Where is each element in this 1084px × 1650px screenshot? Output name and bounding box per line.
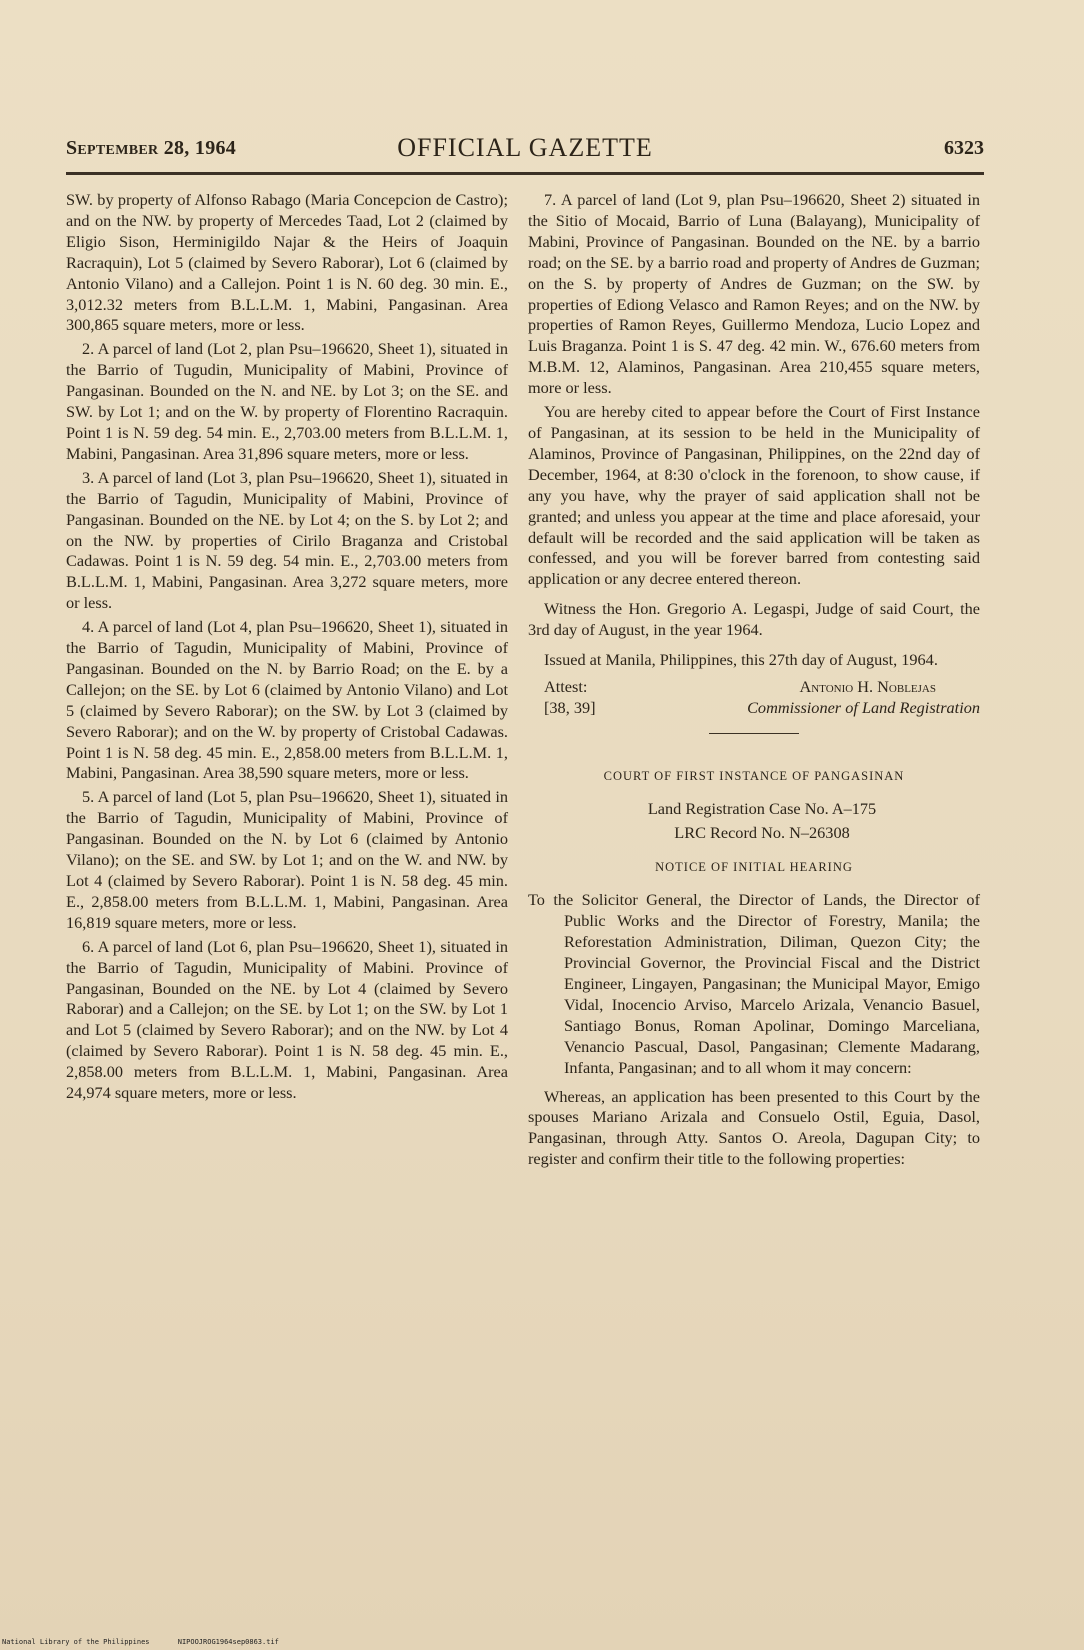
notice-heading: NOTICE OF INITIAL HEARING (655, 860, 853, 875)
attest-label: Attest: (544, 676, 588, 696)
lot-5-paragraph: 5. A parcel of land (Lot 5, plan Psu–196620, Sheet 1), situated in the Barrio of Tagudin, Municipality of Mabini, Province of Pangasinan. Bounded on the N. by Lot 6 (claimed by Antonio Vilano); on the SE. and SW. by Lot 1; and on the W. and NW. by Lot 4 (claimed by Severo Raborar). Point 1 is N. 58 deg. 45 min. E., 2,858.00 meters from B.L.L.M. 1, Mabini, Pangasinan. Area 16,819 square meters, more or less. (66, 787, 508, 932)
lot-9-paragraph: 7. A parcel of land (Lot 9, plan Psu–196620, Sheet 2) situated in the Sitio of Mocaid, Barrio of Luna (Balayang), Municipality of Mabini, Province of Pangasinan. Bounded on the NE. by a barrio road; on the SE. by a barrio road and property of Andres de Guzman; on the S. by property of Andres de Guzman; on the SW. by properties of Ediong Velasco and Ramon Reyes; and on the NW. by properties of Ramon Reyes, Guillermo Mendoza, Lucio Lopez and Luis Braganza. Point 1 is S. 47 deg. 42 min. W., 676.60 meters from M.B.M. 12, Alaminos, Pangasinan. Area 210,455 square meters, more or less. (528, 190, 980, 398)
left-column (66, 190, 508, 1107)
attest-title: Commissioner of Land Registration (747, 697, 980, 717)
lot-2-paragraph: 2. A parcel of land (Lot 2, plan Psu–196620, Sheet 1), situated in the Barrio of Tugudin, Municipality of Mabini, Province of Pangasinan. Bounded on the N. and NE. by Lot 3; on the SE. and SW. by Lot 1; and on the W. by property of Florentino Racraquin. Point 1 is N. 59 deg. 54 min. E., 2,703.00 meters from B.L.L.M. 1, Mabini, Pangasinan. Area 31,896 square meters, more or less. (66, 339, 508, 463)
section-divider (709, 733, 799, 734)
lot-3-paragraph: 3. A parcel of land (Lot 3, plan Psu–196620, Sheet 1), situated in the Barrio of Tagudin, Municipality of Mabini, Province of Pangasinan. Bounded on the NE. by Lot 4; on the S. by Lot 2; and on the NW. by properties of Cirilo Braganza and Cristobal Cadawas. Point 1 is N. 59 deg. 54 min. E., 2,703.00 meters from B.L.L.M. 1, Mabini, Pangasinan. Area 3,272 square meters, more or less. (66, 467, 508, 613)
left-paragraph: SW. by property of Alfonso Rabago (Maria Concepcion de Castro); and on the NW. by property of Mercedes Taad, Lot 2 (claimed by Eligio Sison, Herminigildo Najar & the Heirs of Joaquin Racraquin), Lot 5 (claimed by Severo Raborar), Lot 6 (claimed by Antonio Vilano) and a Callejon. Point 1 is N. 60 deg. 30 min. E., 3,012.32 meters from B.L.L.M. 1, Mabini, Pangasinan. Area 300,865 square meters, more or less. (66, 190, 508, 335)
header-date: September 28, 1964 (66, 137, 237, 159)
addressees-paragraph: To the Solicitor General, the Director of Lands, the Director of Public Works and the Director of Forestry, Manila; the Reforestation Administration, Diliman, Quezon City; the Provincial Governor, the Provincial Fiscal and the District Engineer, Lingayen, Pangasinan; the Municipal Mayor, Emigo Vidal, Inocencio Arviso, Marcelo Arizala, Venancio Basuel, Santiago Bonus, Roman Apolinar, Domingo Marceliana, Venancio Pascual, Dasol, Pangasinan; Clemente Madarang, Infanta, Pangasinan; and to all whom it may concern: (528, 890, 980, 1077)
whereas-paragraph: Whereas, an application has been presented to this Court by the spouses Mariano Arizala and Consuelo Ostil, Eguia, Dasol, Pangasinan, through Atty. Santos O. Areola, Dagupan City; to register and confirm their title to the following properties: (528, 1086, 980, 1169)
citation-paragraph: You are hereby cited to appear before the Court of First Instance of Pangasinan, at its session to be held in the Municipality of Alaminos, Province of Pangasinan, Philippines, on the 22nd day of December, 1964, at 8:30 o'clock in the forenoon, to show cause, if any you have, why the prayer of said application shall not be granted; and unless you appear at the time and place aforesaid, your default will be recorded and the said application will be taken as confessed, and you will be forever barred from contesting said application or any decree entered thereon. (528, 402, 980, 589)
header-rule (66, 172, 984, 175)
page-header (66, 131, 984, 167)
attest-line (528, 677, 980, 698)
issued-paragraph: Issued at Manila, Philippines, this 27th day of August, 1964. (544, 650, 938, 670)
header-title: OFFICIAL GAZETTE (397, 133, 653, 162)
lot-4-paragraph: 4. A parcel of land (Lot 4, plan Psu–196620, Sheet 1), situated in the Barrio of Tagudin, Municipality of Mabini, Province of Pangasinan. Bounded on the N. by Barrio Road; on the E. by a Callejon; on the SE. by Lot 6 (claimed by Antonio Vilano) and Lot 5 (claimed by Severo Raborar); on the SW. by Lot 3 (claimed by Severo Raborar); and on the W. by property of Cristobal Cadawas. Point 1 is N. 58 deg. 45 min. E., 2,858.00 meters from B.L.L.M. 1, Mabini, Pangasinan. Area 38,590 square meters, more or less. (66, 617, 508, 783)
case-number: Land Registration Case No. A–175 (647, 798, 877, 818)
scan-footer (2, 1638, 303, 1646)
lrc-record-number: LRC Record No. N–26308 (674, 822, 850, 842)
attest-title-line (528, 698, 980, 719)
footer-file: NIPOOJROG1964sep0863.tif (177, 1638, 279, 1646)
header-page-number: 6323 (944, 137, 984, 159)
attest-name: Antonio H. Noblejas (799, 676, 936, 696)
lot-6-paragraph: 6. A parcel of land (Lot 6, plan Psu–196620, Sheet 1), situated in the Barrio of Tagudin, Municipality of Mabini. Province of Pangasinan, Bounded on the NE. by Lot 4 (claimed by Severo Raborar) and a Callejon; on the SE. by Lot 1; on the SW. by Lot 1 and Lot 5 (claimed by Severo Raborar); and on the NW. by Lot 4 (claimed by Severo Raborar). Point 1 is N. 58 deg. 45 min. E., 2,858.00 meters from B.L.L.M. 1, Mabini, Pangasinan. Area 24,974 square meters, more or less. (66, 936, 508, 1103)
attest-reference: [38, 39] (544, 697, 596, 717)
witness-paragraph: Witness the Hon. Gregorio A. Legaspi, Judge of said Court, the 3rd day of August, in the year 1964. (528, 599, 980, 640)
right-column (528, 190, 980, 1173)
footer-library: National Library of the Philippines (2, 1638, 150, 1646)
court-heading: COURT OF FIRST INSTANCE OF PANGASINAN (603, 768, 905, 783)
